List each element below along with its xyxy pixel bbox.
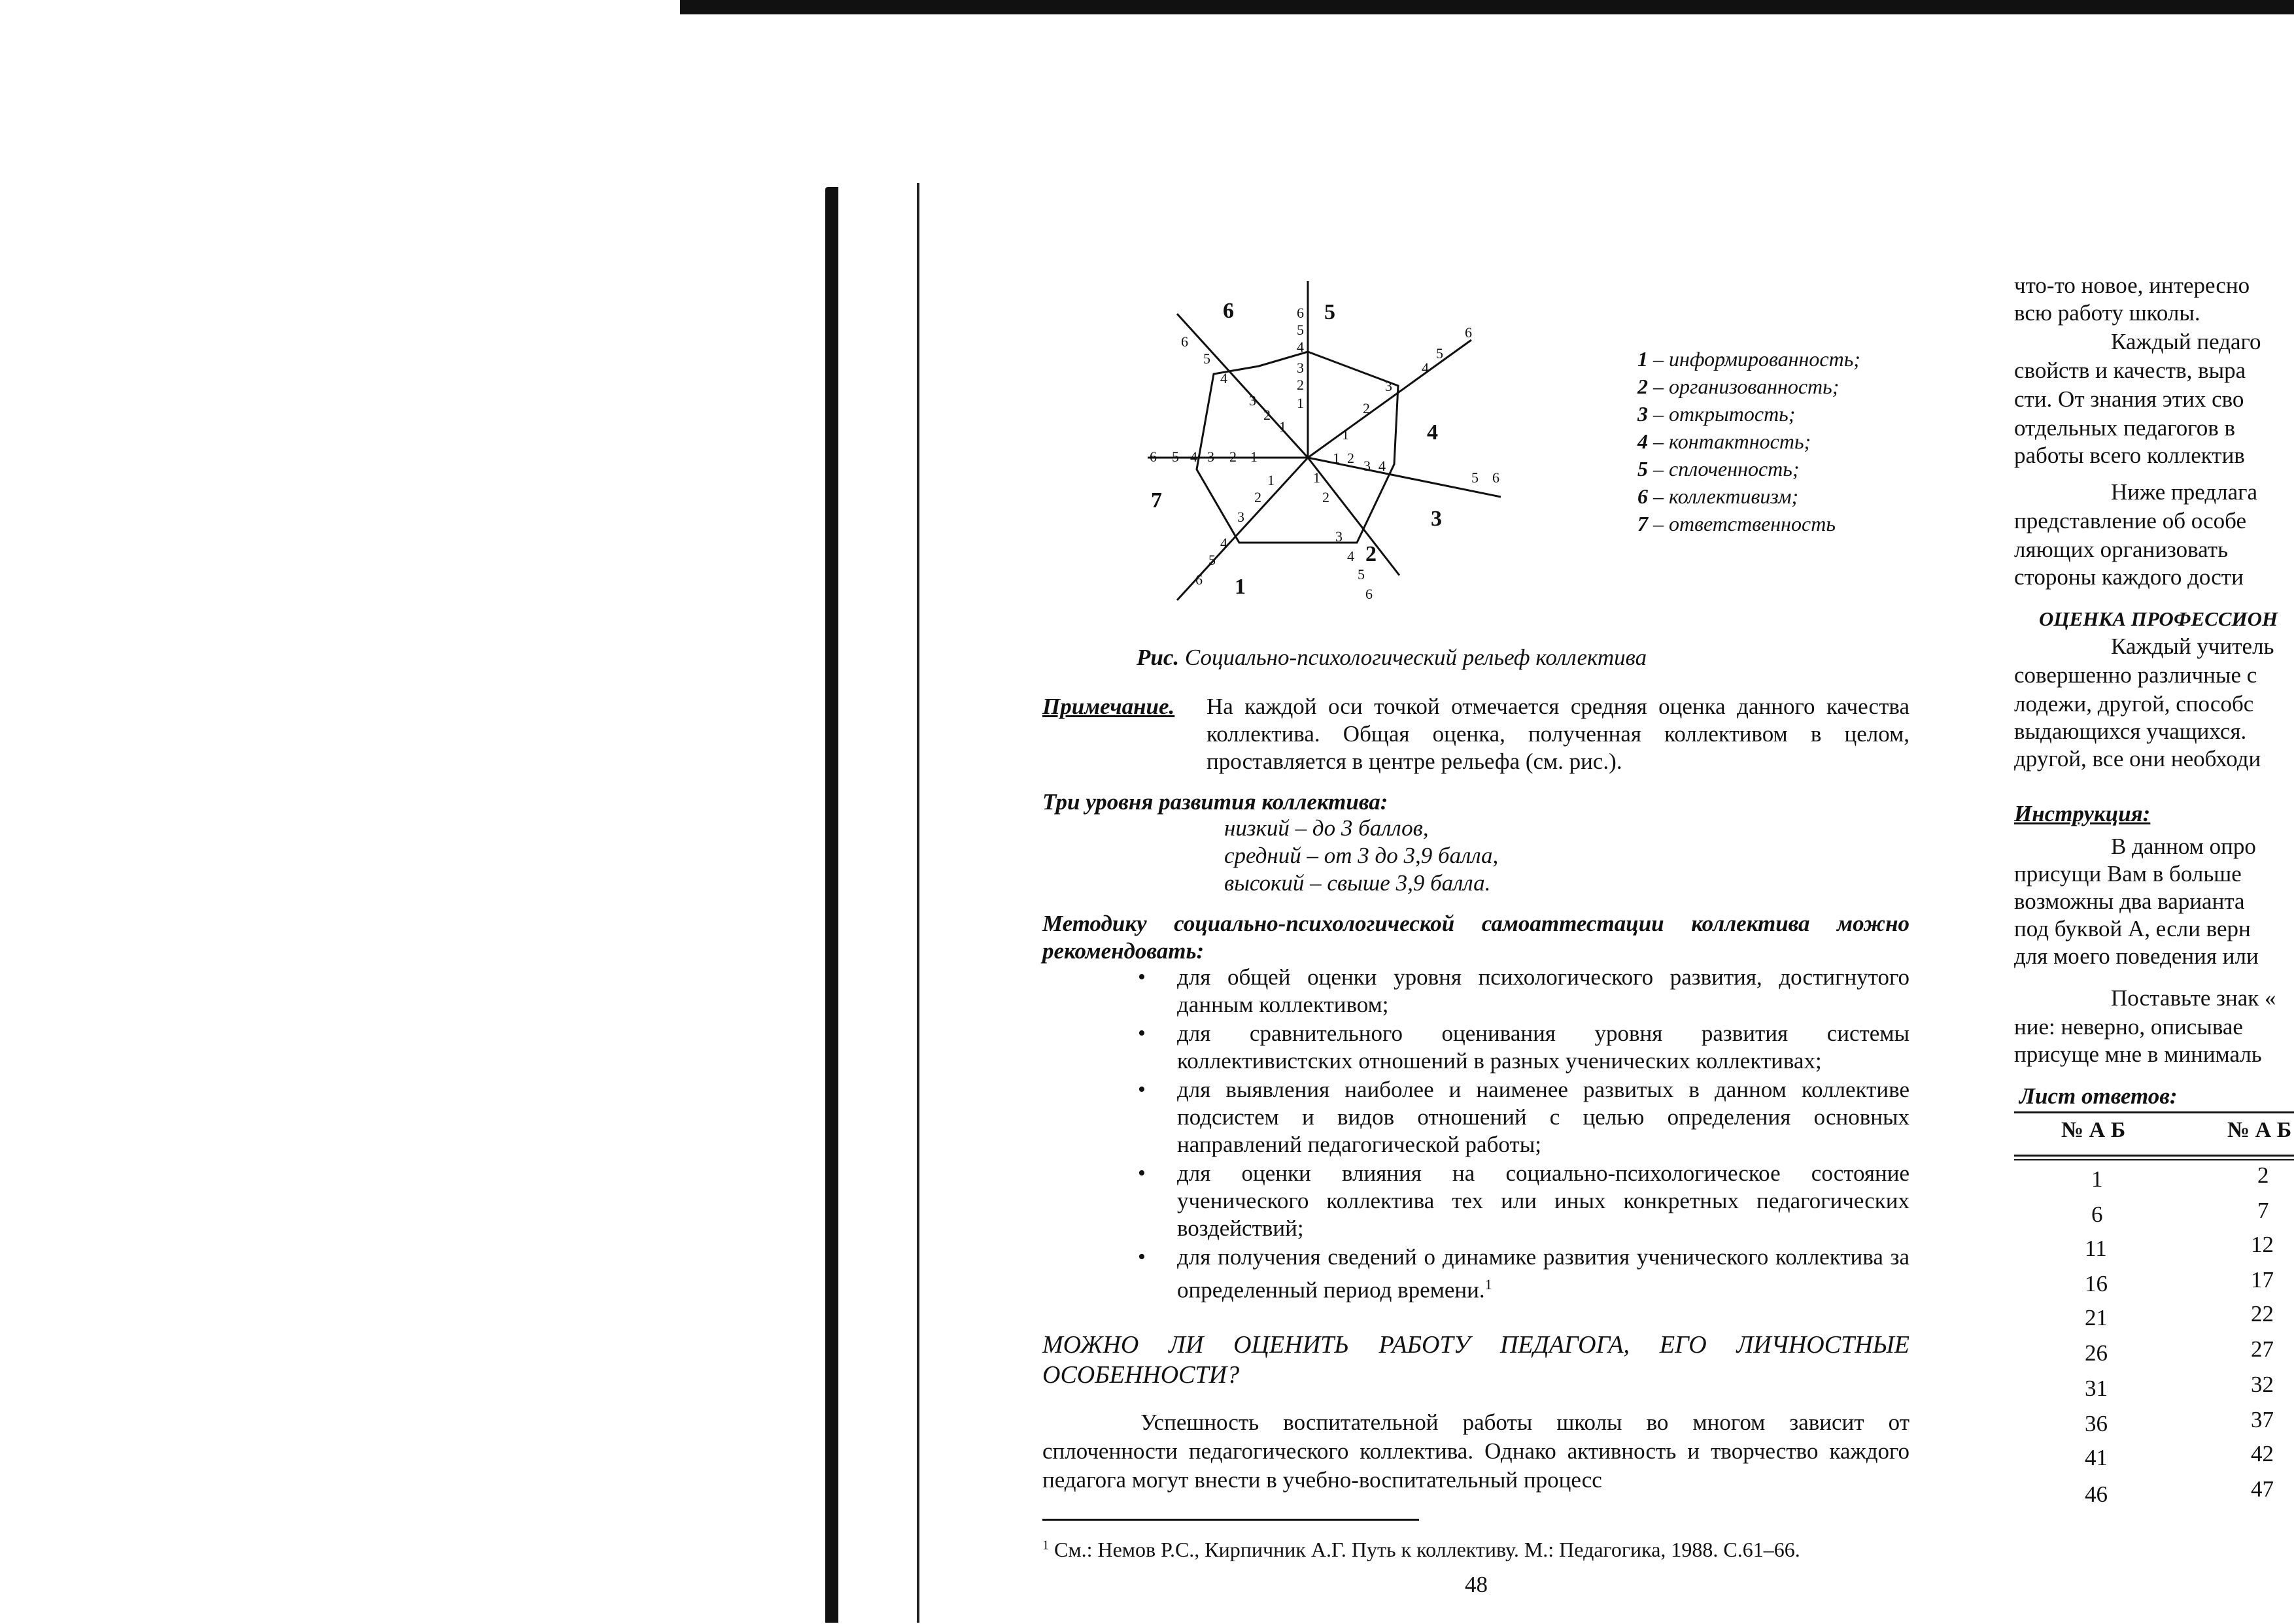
table-rule [2014,1111,2294,1113]
table-cell: 42 [2251,1441,2274,1466]
tick-label: 3 [1297,360,1304,376]
table-header: № А Б [2061,1118,2126,1142]
rp-line: ляющих организовать [2014,537,2229,562]
tick-label: 5 [1436,345,1443,362]
rp-line: ние: неверно, описывае [2014,1014,2243,1040]
tick-label: 6 [1195,571,1203,588]
rp-subheading: ОЦЕНКА ПРОФЕССИОН [2039,607,2278,630]
tick-label: 2 [1229,448,1237,465]
table-cell: 47 [2251,1476,2274,1502]
tick-label: 2 [1347,450,1354,466]
rp-line: стороны каждого дости [2014,564,2244,590]
tick-label: 5 [1208,552,1216,568]
section-heading-cont: ОСОБЕННОСТИ? [1042,1361,1240,1389]
rp-instruction-label: Инструкция: [2014,801,2151,826]
axis-number-4: 4 [1427,420,1438,445]
tick-label: 5 [1358,566,1365,583]
right-page [2014,271,2294,1624]
tick-label: 1 [1333,450,1340,466]
list-item: • для выявления наиболее и наименее развитых в данном коллективе подсистем и видов отношений с целью определения основных направлений педагогической работы; [1165,1076,1909,1159]
method-bullets [1165,964,1909,1306]
rp-line: присущи Вам в больше [2014,861,2242,887]
tick-label: 6 [1181,333,1188,350]
tick-label: 2 [1297,377,1304,393]
scan-top-edge [680,0,2294,14]
tick-label: 4 [1190,448,1197,465]
footnote: $^1$ См.: Немов Р.С., Кирпичник А.Г. Путь к коллективу. М.: Педагогика, 1988. С.61–66. [1042,1538,1800,1561]
rp-line: выдающихся учащихся. [2014,719,2247,744]
rp-line: Ниже предлага [2111,479,2258,505]
tick-label: 4 [1378,458,1386,474]
list-item: • для получения сведений о динамике развития ученического коллектива за определенный период времени.$^1$ [1165,1243,1909,1304]
book-spine-shadow [825,187,838,1623]
axis-4 [1308,340,1471,458]
legend-item: 1 – информированность; [1637,347,1860,371]
rp-line: свойств и качеств, выра [2014,358,2246,383]
table-header: № А Б [2227,1118,2292,1142]
rp-line: сти. От знания этих сво [2014,386,2244,412]
tick-label: 5 [1471,469,1479,486]
tick-label: 1 [1297,395,1304,411]
rp-line: Каждый учитель [2111,634,2274,659]
rp-line: работы всего коллектив [2014,443,2245,468]
rp-line: Поставьте знак « [2111,985,2276,1011]
tick-label: 5 [1203,350,1210,367]
tick-label: 3 [1249,392,1256,409]
tick-label: 6 [1465,324,1472,341]
footnote-rule [1042,1519,1419,1521]
legend-item: 6 – коллективизм; [1637,484,1799,508]
table-cell: 11 [2085,1236,2107,1261]
tick-label: 1 [1250,448,1258,465]
table-cell: 46 [2085,1481,2108,1507]
levels-title: Три уровня развития коллектива: [1042,789,1388,815]
tick-label: 2 [1263,407,1271,423]
tick-label: 3 [1335,528,1343,545]
tick-label: 6 [1492,469,1499,486]
legend-item: 7 – ответственность [1637,512,1836,535]
tick-label: 4 [1220,535,1227,551]
table-cell: 16 [2085,1271,2108,1296]
level-item: высокий – свыше 3,9 балла. [1224,870,1491,896]
tick-label: 3 [1385,378,1392,394]
axis-number-7: 7 [1151,488,1162,513]
tick-label: 3 [1207,448,1214,465]
legend-item: 2 – организованность; [1637,375,1840,398]
tick-label: 6 [1150,448,1157,465]
figure-legend [1637,345,1860,537]
tick-label: 3 [1363,458,1371,474]
table-cell: 21 [2085,1305,2108,1330]
table-cell: 7 [2257,1198,2269,1223]
rp-line: для моего поведения или [2014,943,2259,969]
axis-number-5: 5 [1324,300,1335,324]
table-cell: 2 [2257,1162,2269,1188]
note-label: Примечание. [1042,694,1175,719]
rp-line: всю работу школы. [2014,300,2200,326]
table-cell: 32 [2251,1372,2274,1397]
rp-line: представление об особе [2014,508,2247,533]
tick-label: 2 [1322,489,1329,505]
axis-number-3: 3 [1431,507,1442,531]
footnote-ref: 1 [1484,1276,1492,1293]
tick-label: 1 [1342,426,1349,443]
table-cell: 22 [2251,1301,2274,1327]
table-rule [2014,1159,2294,1160]
table-cell: 17 [2251,1267,2274,1293]
legend-item: 4 – контактность; [1637,430,1811,453]
page-number: 48 [1465,1572,1488,1597]
tick-label: 4 [1347,548,1354,564]
table-rule [2014,1155,2294,1157]
tick-label: 5 [1297,322,1304,338]
rp-line: лодежи, другой, способс [2014,691,2254,717]
table-cell: 27 [2251,1336,2274,1362]
rp-line: возможны два варианта [2014,888,2245,914]
levels-list [1224,815,1498,897]
table-cell: 37 [2251,1407,2274,1432]
tick-label: 4 [1422,360,1429,376]
tick-label: 4 [1220,370,1227,386]
rp-line: присуще мне в минималь [2014,1041,2262,1067]
table-cell: 12 [2251,1232,2274,1257]
tick-label: 4 [1297,339,1304,355]
tick-label: 1 [1279,418,1286,435]
section-paragraph: Успешность воспитательной работы школы во многом зависит от сплоченности педагогического коллектива. Однако активность и творчество каждого педагога могут внести в учебно-воспитательный процесс [1042,1410,1909,1493]
tick-label: 6 [1365,586,1373,602]
tick-label: 2 [1254,489,1261,505]
page-gutter-line [917,183,919,1623]
axis-number-6: 6 [1223,299,1234,323]
rp-line: что-то новое, интересно [2014,273,2250,298]
figure-caption: Рис. Социально-психологический рельеф коллектива [1137,645,1647,670]
relief-diagram [1099,275,1517,615]
tick-label: 1 [1313,469,1320,486]
level-item: средний – от 3 до 3,9 балла, [1224,843,1499,868]
rp-answers-label: Лист ответов: [2019,1083,2178,1109]
rp-line: Каждый педаго [2111,329,2261,354]
rp-line: В данном опро [2111,834,2256,859]
section-heading: МОЖНО ЛИ ОЦЕНИТЬ РАБОТУ ПЕДАГОГА, ЕГО ЛИЧНОСТНЫЕ [1042,1331,1909,1359]
tick-label: 1 [1267,472,1275,488]
level-item: низкий – до 3 баллов, [1224,815,1429,841]
legend-item: 5 – сплоченность; [1637,457,1800,481]
tick-label: 3 [1237,509,1244,525]
table-cell: 36 [2085,1411,2108,1436]
table-cell: 31 [2085,1376,2108,1401]
legend-item: 3 – открытость; [1637,402,1796,426]
table-cell: 6 [2091,1202,2103,1227]
axis-number-1: 1 [1235,575,1246,599]
tick-label: 6 [1297,305,1304,321]
note-text: На каждой оси точкой отмечается средняя оценка данного качества коллектива. Общая оценка, полученная коллективом в целом, проставляется в центре рельефа (см. рис.). [1207,694,1909,774]
list-item: • для общей оценки уровня психологического развития, достигнутого данным коллективом; [1165,964,1909,1019]
table-cell: 41 [2085,1445,2108,1470]
list-item: • для оценки влияния на социально-психологическое состояние ученического коллектива тех или иных конкретных педагогических воздействий; [1165,1160,1909,1242]
rp-line: другой, все они необходи [2014,746,2261,771]
list-item: • для сравнительного оценивания уровня развития системы коллективистских отношений в разных ученических коллективах; [1165,1020,1909,1075]
axis-number-2: 2 [1365,542,1377,566]
rp-line: совершенно различные с [2014,662,2257,688]
method-title: Методику социально-психологической самоаттестации коллектива можно рекомендовать: [1042,911,1909,964]
rp-line: отдельных педагогов в [2014,415,2236,441]
tick-label: 2 [1363,400,1370,416]
table-cell: 26 [2085,1340,2108,1366]
tick-label: 5 [1172,448,1179,465]
rp-line: под буквой А, если верн [2014,916,2251,941]
table-cell: 1 [2091,1166,2103,1192]
axis-6 [1177,314,1308,458]
